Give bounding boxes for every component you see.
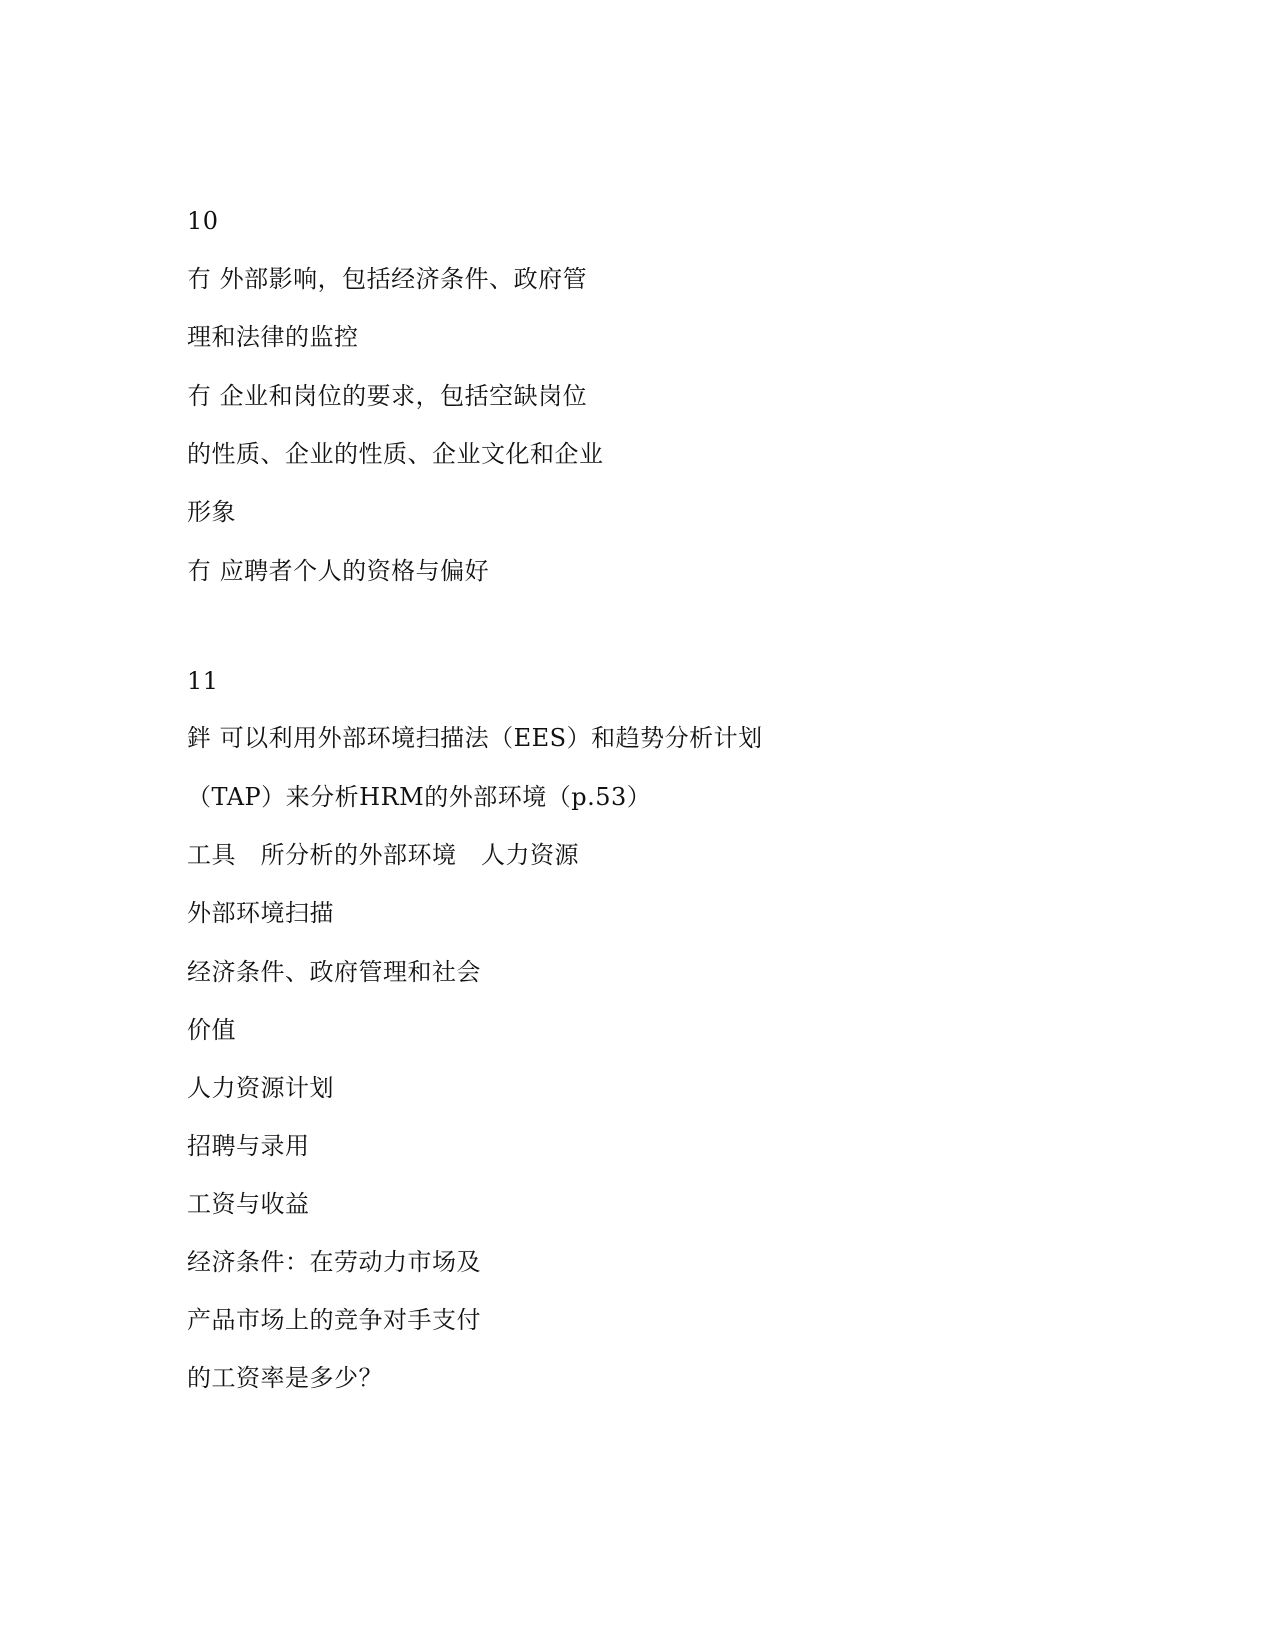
section-11-line-12: 的工资率是多少？	[187, 1364, 383, 1392]
section-11-line-1: 鉡 可以利用外部环境扫描法（EES）和趋势分析计划	[187, 724, 763, 752]
section-number-10: 10	[187, 207, 219, 235]
section-number-11: 11	[187, 667, 219, 695]
section-11-line-11: 产品市场上的竞争对手支付	[187, 1306, 481, 1334]
section-11-line-3: 工具 所分析的外部环境 人力资源	[187, 841, 579, 869]
section-11-line-9: 工资与收益	[187, 1190, 310, 1218]
section-11-line-2: （TAP）来分析HRM的外部环境（p.53）	[187, 783, 652, 811]
section-11-line-5: 经济条件、政府管理和社会	[187, 958, 481, 986]
section-10-line-5: 形象	[187, 498, 236, 526]
section-10-line-2: 理和法律的监控	[187, 323, 359, 351]
section-11-line-6: 价值	[187, 1016, 236, 1044]
section-11-line-4: 外部环境扫描	[187, 899, 334, 927]
section-11-line-10: 经济条件：在劳动力市场及	[187, 1248, 481, 1276]
section-11-line-8: 招聘与录用	[187, 1132, 310, 1160]
section-10-line-1: 冇 外部影响，包括经济条件、政府管	[187, 265, 588, 293]
section-10-line-4: 的性质、企业的性质、企业文化和企业	[187, 440, 604, 468]
section-10-line-6: 冇 应聘者个人的资格与偏好	[187, 557, 490, 585]
section-11-line-7: 人力资源计划	[187, 1074, 334, 1102]
section-10-line-3: 冇 企业和岗位的要求，包括空缺岗位	[187, 382, 588, 410]
